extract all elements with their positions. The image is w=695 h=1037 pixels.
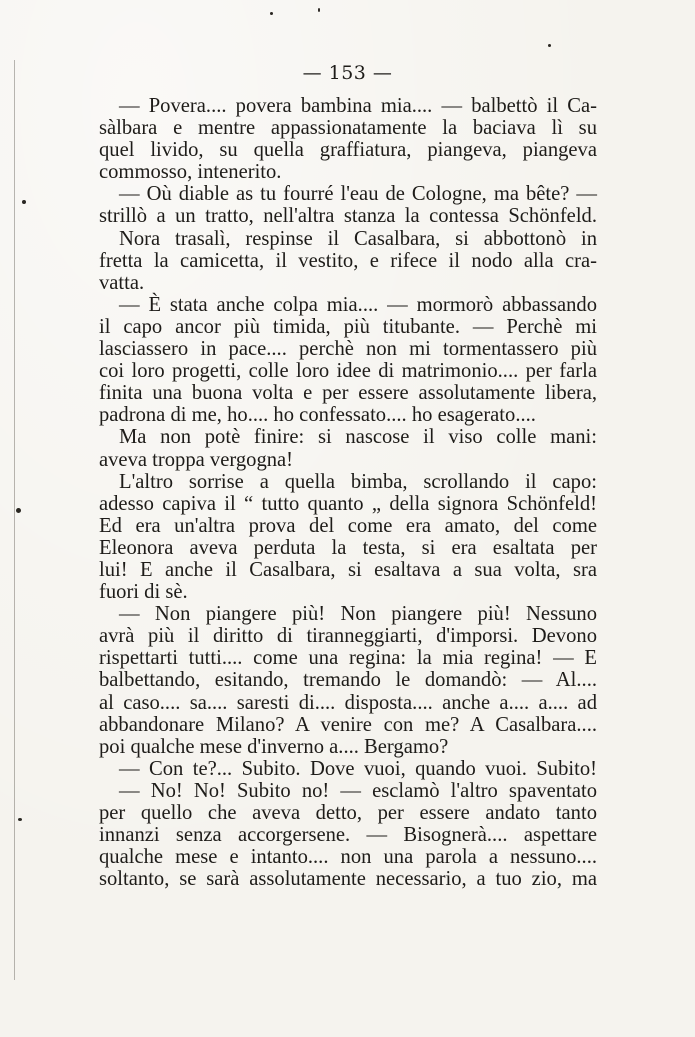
text-line: lasciassero in pace.... perchè non mi tormentassero più <box>99 338 597 361</box>
text-line: fuori di sè. <box>99 581 188 604</box>
text-line: qualche mese e intanto.... non una parola a nessuno.... <box>99 846 597 869</box>
text-line: — Con te?... Subito. Dove vuoi, quando vuoi. Subito! <box>119 757 597 780</box>
text-line: Eleonora aveva perduta la testa, si era esaltata per <box>99 536 597 559</box>
text-line: padrona di me, ho.... ho confessato.... ho esagerato.... <box>99 404 536 427</box>
text-line: avrà più il diritto di tiranneggiarti, d'imporsi. Devono <box>99 625 597 648</box>
body-text <box>99 95 597 890</box>
text-line: Ed era un'altra prova del come era amato, del come <box>99 514 597 537</box>
ink-speck <box>548 44 551 47</box>
text-line: quel livido, su quella graffiatura, piangeva, piangeva <box>99 139 597 162</box>
text-line: fretta la camicetta, il vestito, e rifece il nodo alla cra- <box>99 249 597 272</box>
text-line: — Où diable as tu fourré l'eau de Cologne, ma bête? — <box>119 183 597 206</box>
text-line: per quello che aveva detto, per essere andato tanto <box>99 802 597 824</box>
ink-speck <box>18 818 22 821</box>
text-line: — È stata anche colpa mia.... — mormorò abbassando <box>119 293 597 316</box>
text-line: — Non piangere più! Non piangere più! Nessuno <box>119 603 597 626</box>
ink-speck <box>270 12 273 15</box>
text-line: rispettarti tutti.... come una regina: la mia regina! — E <box>99 647 597 670</box>
binding-edge <box>14 60 21 980</box>
text-line: abbandonare Milano? A venire con me? A Casalbara.... <box>99 713 597 736</box>
text-line: Nora trasalì, respinse il Casalbara, si abbottonò in <box>119 227 597 250</box>
text-line: al caso.... sa.... saresti di.... disposta.... anche a.... a.... ad <box>99 691 597 714</box>
text-line: finita una buona volta e per essere assolutamente libera, <box>99 382 597 405</box>
text-line: — Povera.... povera bambina mia.... — balbettò il Ca- <box>119 95 597 117</box>
text-line: sàlbara e mentre appassionatamente la baciava lì su <box>99 117 597 140</box>
text-line: lui! E anche il Casalbara, si esaltava a sua volta, sra <box>99 558 597 581</box>
text-line: commosso, intenerito. <box>99 161 282 184</box>
text-line: — No! No! Subito no! — esclamò l'altro spaventato <box>119 779 597 802</box>
ink-speck <box>318 8 320 12</box>
text-line: L'altro sorrise a quella bimba, scrollando il capo: <box>119 470 597 493</box>
text-line: strillò a un tratto, nell'altra stanza la contessa Schönfeld. <box>99 205 597 228</box>
text-line: il capo ancor più timida, più titubante. — Perchè mi <box>99 315 597 338</box>
text-line: Ma non potè finire: si nascose il viso colle mani: <box>119 426 597 449</box>
text-line: aveva troppa vergogna! <box>99 448 294 471</box>
page-number: — 153 — <box>302 62 393 84</box>
ink-speck <box>16 508 21 513</box>
text-line: poi qualche mese d'inverno a.... Bergamo? <box>99 735 449 758</box>
text-line: balbettando, esitando, tremando le domandò: — Al.... <box>99 669 597 692</box>
ink-speck <box>22 200 26 204</box>
text-line: adesso capiva il “ tutto quanto „ della signora Schönfeld! <box>99 492 597 515</box>
text-line: coi loro progetti, colle loro idee di matrimonio.... per farla <box>99 360 597 383</box>
text-line: soltanto, se sarà assolutamente necessario, a tuo zio, ma <box>99 868 597 891</box>
text-line: vatta. <box>99 271 145 294</box>
text-line: innanzi senza accorgersene. — Bisognerà.... aspettare <box>99 824 597 847</box>
